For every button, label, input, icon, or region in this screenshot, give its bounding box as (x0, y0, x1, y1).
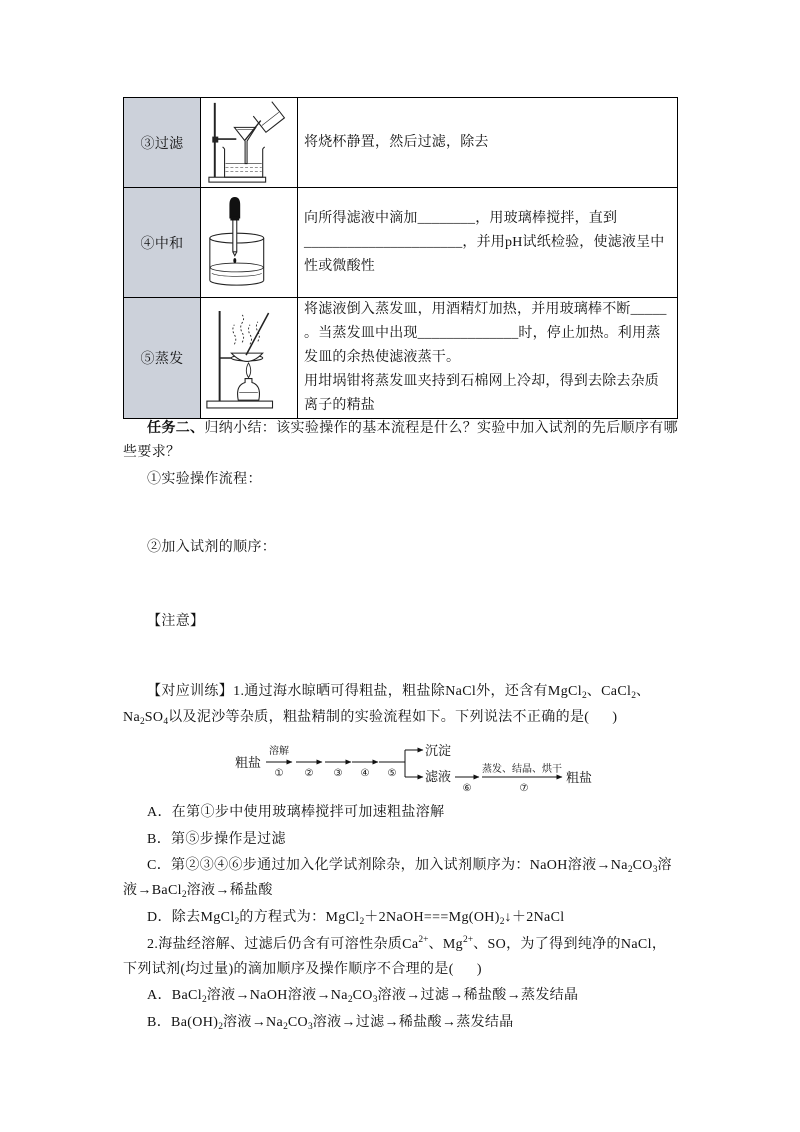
flow-step-label: ④ (360, 768, 370, 779)
question2-stem-line (147, 935, 666, 955)
question1-option-c (147, 856, 672, 876)
text-run: 2+ (418, 935, 429, 945)
question1-option-c-continued (123, 881, 273, 901)
flow-step-label: ③ (333, 768, 343, 779)
text-run: 4 (163, 717, 169, 727)
flow-filtrate-label: 滤液 (425, 769, 452, 784)
text-run: 液→BaCl (123, 883, 182, 898)
step-description (298, 188, 678, 298)
text-run: ______________________，并用pH试纸检验，使滤液呈中 (304, 234, 665, 250)
question2-option-b (147, 1013, 514, 1033)
text-run: 、CaCl (586, 684, 632, 699)
text-run: SO (144, 710, 164, 725)
description-line (304, 298, 677, 322)
step-name: ⑤蒸发 (124, 298, 201, 419)
text-run: 2 (218, 1022, 223, 1032)
task2-question-line (123, 443, 180, 463)
flow-prompt: ①实验操作流程： (147, 472, 262, 487)
text-run: 溶液→稀盐酸 (186, 883, 273, 898)
text-run: 、 (636, 684, 651, 699)
flow-finish-label: 蒸发、结晶、烘干 (482, 764, 562, 775)
question1-option-a (147, 803, 444, 823)
text-run: 3 (372, 995, 378, 1005)
question1-option-d (147, 908, 565, 928)
experiment-steps-table (123, 97, 678, 419)
text-run: 以及泥沙等杂质，粗盐精制的实验流程如下。下列说法不正确的是( ) (168, 710, 618, 725)
text-run: 任务二、 (147, 421, 205, 436)
text-run: 溶 (657, 858, 672, 873)
text-run: 、Mg (428, 937, 464, 952)
text-run: 溶液→过滤→稀盐酸→蒸发结晶 (312, 1015, 514, 1030)
text-run: CO (632, 858, 653, 873)
text-run: 些要求？ (123, 445, 181, 460)
step-illustration (201, 188, 298, 298)
flow-dissolve-label: 溶解 (269, 746, 289, 757)
text-run: 将烧杯静置，然后过滤，除去 (304, 134, 489, 150)
text-run: 用坩埚钳将蒸发皿夹持到石棉网上冷却，得到去除去杂质 (304, 374, 659, 389)
flow-precipitate-label: 沉淀 (425, 743, 452, 758)
text-run: 将滤液倒入蒸发皿，用酒精灯加热，并用玻璃棒不断_____ (304, 302, 667, 317)
text-run: 、SO，为了得到纯净的NaCl， (473, 937, 667, 952)
step-name: ④中和 (124, 188, 201, 298)
evaporation-apparatus-image (202, 299, 297, 418)
description-line (304, 231, 677, 255)
text-run: 2 (234, 917, 240, 927)
text-run: 【对应训练】1.通过海水晾晒可得粗盐，粗盐除NaCl外，还含有MgCl (147, 684, 582, 699)
text-run: 溶液→Na (223, 1015, 284, 1030)
text-run: 向所得滤液中滴加________，用玻璃棒搅拌，直到 (304, 210, 618, 226)
step-description (298, 298, 678, 419)
text-run: 溶液→NaOH溶液→Na (206, 988, 348, 1003)
text-run: 溶液→过滤→稀盐酸→蒸发结晶 (377, 988, 579, 1003)
question1-stem-line (123, 708, 617, 728)
question1-option-b (147, 830, 286, 850)
text-run: CO (287, 1015, 308, 1030)
text-run: 2 (140, 717, 145, 727)
text-run: 2 (627, 865, 633, 875)
step-description (298, 98, 678, 188)
flow-step-label: ⑤ (387, 768, 397, 779)
order-prompt: ②加入试剂的顺序： (147, 540, 277, 555)
text-run: A．BaCl (147, 988, 202, 1003)
note-heading: 【注意】 (147, 614, 205, 629)
description-line (304, 370, 677, 394)
question2-stem-line (123, 960, 482, 980)
flow-step-label: ⑦ (519, 783, 529, 794)
description-line (304, 207, 677, 231)
flow-step-label: ⑥ (462, 783, 472, 794)
text-run: ＋2NaOH===Mg(OH) (364, 910, 500, 925)
description-line (304, 322, 677, 346)
text-run: 2 (499, 917, 505, 927)
flow-step-label: ① (274, 768, 284, 779)
text-run: 离子的精盐 (304, 398, 375, 413)
text-run: Na (123, 710, 141, 725)
description-line (304, 394, 677, 418)
task2-question-line (147, 419, 678, 439)
question1-stem-line (147, 682, 650, 702)
purification-flow-diagram (228, 738, 608, 798)
text-run: 2 (202, 995, 207, 1005)
text-run: 归纳小结：该实验操作的基本流程是什么？实验中加入试剂的先后顺序有哪 (204, 421, 678, 436)
filtration-apparatus-image (202, 99, 297, 187)
text-run: 2.海盐经溶解、过滤后仍含有可溶性杂质Ca (147, 937, 419, 952)
text-run: D．除去MgCl (147, 910, 235, 925)
text-run: 。当蒸发皿中出现______________时，停止加热。利用蒸 (304, 326, 661, 341)
question2-option-a (147, 986, 578, 1006)
text-run: 3 (307, 1022, 313, 1032)
table-row (124, 298, 678, 419)
step-illustration (201, 298, 298, 419)
table-row (124, 188, 678, 298)
text-run: 2+ (463, 935, 474, 945)
text-run: 2 (181, 890, 187, 900)
flow-step-label: ② (304, 768, 314, 779)
text-run: 性或微酸性 (304, 258, 375, 274)
text-run: 2 (631, 691, 637, 701)
text-run: 2 (359, 917, 365, 927)
text-run: B．Ba(OH) (147, 1015, 219, 1030)
text-run: 2 (347, 995, 353, 1005)
text-run: 3 (652, 865, 658, 875)
text-run: 的方程式为：MgCl (239, 910, 360, 925)
text-run: ↓＋2NaCl (504, 910, 565, 925)
text-run: 下列试剂(均过量)的滴加顺序及操作顺序不合理的是( ) (123, 962, 482, 977)
step-name: ③过滤 (124, 98, 201, 188)
text-run: C．第②③④⑥步通过加入化学试剂除杂，加入试剂顺序为：NaOH溶液→Na (147, 858, 628, 873)
text-run: 2 (283, 1022, 288, 1032)
text-run: 2 (581, 691, 587, 701)
step-illustration (201, 98, 298, 188)
description-line (304, 131, 677, 155)
text-run: B．第⑤步操作是过滤 (147, 832, 286, 847)
text-run: CO (352, 988, 373, 1003)
flow-end-label: 粗盐 (566, 770, 593, 785)
text-run: 发皿的余热使滤液蒸干。 (304, 350, 461, 365)
dropper-beaker-image (202, 189, 297, 297)
flow-start-label: 粗盐 (235, 755, 262, 770)
description-line (304, 346, 677, 370)
description-line (304, 255, 677, 279)
text-run: A．在第①步中使用玻璃棒搅拌可加速粗盐溶解 (147, 805, 445, 820)
table-row (124, 98, 678, 188)
